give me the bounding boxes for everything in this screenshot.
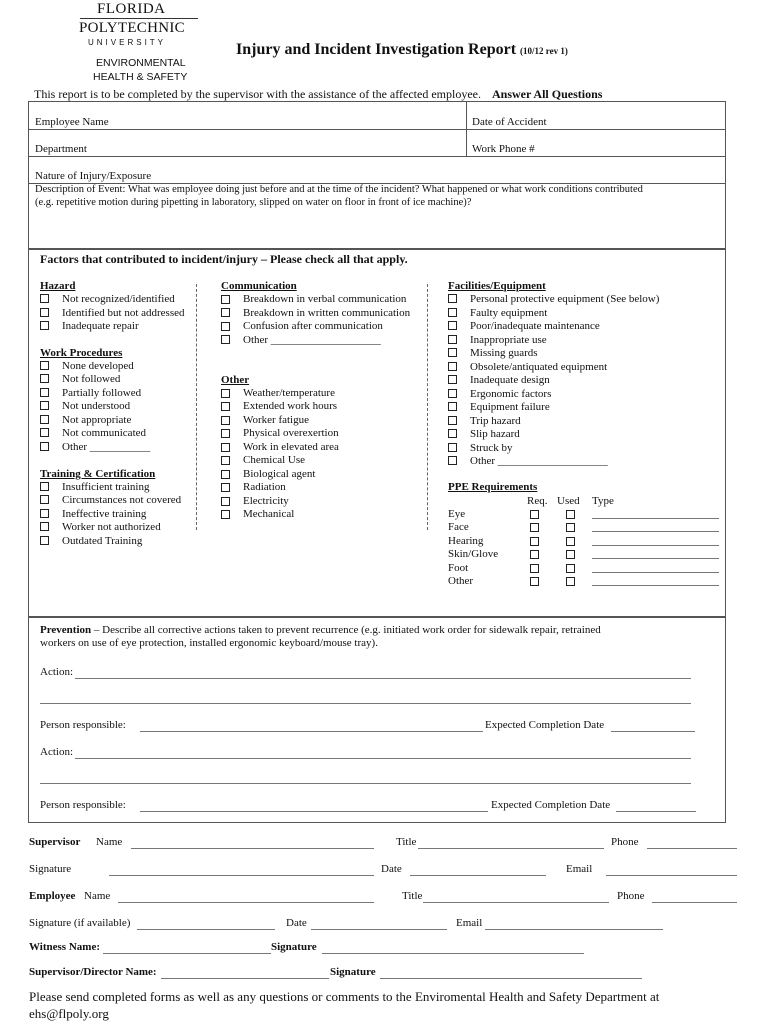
logo-florida: FLORIDA [97, 1, 166, 17]
logo-polytechnic: POLYTECHNIC [79, 20, 185, 36]
checkbox[interactable] [40, 509, 49, 518]
other-item: Work in elevated area [243, 441, 339, 453]
checkbox[interactable] [221, 483, 230, 492]
action-2-line[interactable] [75, 758, 691, 759]
work-procedure-item: Not communicated [62, 427, 147, 439]
department-field[interactable]: Department [35, 143, 87, 155]
work-procedure-item: None developed [62, 360, 134, 372]
facilities-item: Inadequate design [470, 374, 550, 386]
supervisor-name-label: Name [96, 836, 123, 848]
checkbox[interactable] [448, 429, 457, 438]
checkbox[interactable] [40, 361, 49, 370]
witness-signature-label: Signature [271, 941, 317, 953]
supervisor-director-line[interactable] [161, 978, 329, 979]
facilities-item: Obsolete/antiquated equipment [470, 361, 608, 373]
work-procedure-item: Not understood [62, 400, 131, 412]
checkbox[interactable] [448, 321, 457, 330]
ppe-col-used: Used [557, 495, 580, 507]
column-separator [196, 284, 197, 530]
supervisor-title-label: Title [396, 836, 417, 848]
ppe-title: PPE Requirements [448, 481, 538, 493]
checkbox[interactable] [221, 389, 230, 398]
checkbox[interactable] [448, 389, 457, 398]
ppe-col-req: Req. [527, 495, 548, 507]
intro-text: This report is to be completed by the supervisor with the assistance of the affected employee. [34, 87, 481, 101]
expected-date-2-line[interactable] [616, 811, 696, 812]
employee-date-line[interactable] [311, 929, 447, 930]
ppe-row-label: Foot [448, 562, 469, 574]
facilities-item: Faulty equipment [470, 307, 548, 319]
other-item: Mechanical [243, 508, 295, 520]
action-1-label: Action: [40, 666, 73, 678]
ppe-req-checkbox[interactable] [530, 523, 539, 532]
column-separator [427, 284, 428, 530]
ppe-type-line[interactable] [592, 531, 719, 532]
ppe-type-line[interactable] [592, 545, 719, 546]
person-responsible-1-label: Person responsible: [40, 719, 126, 731]
ppe-row-label: Other [448, 575, 474, 587]
checkbox[interactable] [40, 536, 49, 545]
employee-label: Employee [29, 890, 76, 902]
ppe-type-line[interactable] [592, 558, 719, 559]
other-item: Extended work hours [243, 400, 338, 412]
checkbox[interactable] [40, 321, 49, 330]
ppe-type-line[interactable] [592, 585, 719, 586]
employee-name-field[interactable]: Employee Name [35, 116, 109, 128]
logo-rule [80, 18, 198, 19]
training-item: Outdated Training [62, 535, 143, 547]
checkbox[interactable] [448, 416, 457, 425]
supervisor-director-label: Supervisor/Director Name: [29, 966, 157, 978]
work-procedure-item: Not followed [62, 373, 121, 385]
ppe-row-label: Skin/Glove [448, 548, 499, 560]
supervisor-email-label: Email [566, 863, 593, 875]
checkbox[interactable] [40, 522, 49, 531]
checkbox[interactable] [221, 295, 230, 304]
facilities-item: Personal protective equipment (See below) [470, 293, 660, 305]
prevention-desc-2: workers on use of eye protection, installed ergonomic keyboard/mouse tray). [40, 637, 378, 649]
page-title [236, 41, 568, 59]
checkbox[interactable] [40, 308, 49, 317]
divider [28, 129, 726, 130]
hazard-item: Not recognized/identified [62, 293, 175, 305]
date-of-accident-field[interactable]: Date of Accident [472, 116, 547, 128]
supervisor-title-line[interactable] [418, 848, 604, 849]
ppe-req-checkbox[interactable] [530, 564, 539, 573]
employee-phone-label: Phone [617, 890, 645, 902]
ppe-type-line[interactable] [592, 572, 719, 573]
prevention-label: Prevention [40, 624, 92, 636]
intro-line [34, 87, 602, 102]
prevention-text [40, 624, 601, 636]
witness-name-line[interactable] [103, 953, 271, 954]
checkbox[interactable] [448, 402, 457, 411]
employee-signature-label: Signature (if available) [29, 917, 131, 929]
checkbox[interactable] [40, 388, 49, 397]
checkbox[interactable] [221, 429, 230, 438]
facilities-item: Equipment failure [470, 401, 550, 413]
checkbox[interactable] [221, 456, 230, 465]
hazard-title: Hazard [40, 280, 76, 292]
ppe-type-line[interactable] [592, 518, 719, 519]
action-2-label: Action: [40, 746, 73, 758]
employee-name-label: Name [84, 890, 111, 902]
other-item: Electricity [243, 495, 289, 507]
checkbox[interactable] [448, 362, 457, 371]
action-1-line[interactable] [75, 678, 691, 679]
expected-date-1-label: Expected Completion Date [485, 719, 605, 731]
checkbox[interactable] [448, 294, 457, 303]
work-procedures-title: Work Procedures [40, 347, 123, 359]
checkbox[interactable] [448, 443, 457, 452]
other-item: Weather/temperature [243, 387, 335, 399]
ppe-row-label: Eye [448, 508, 466, 520]
facilities-item: Inappropriate use [470, 334, 547, 346]
checkbox[interactable] [221, 308, 230, 317]
checkbox[interactable] [40, 401, 49, 410]
footer-email[interactable]: ehs@flpoly.org [29, 1006, 109, 1021]
expected-date-1-line[interactable] [611, 731, 695, 732]
ppe-req-checkbox[interactable] [530, 510, 539, 519]
ppe-row-label: Hearing [448, 535, 484, 547]
facilities-item: Ergonomic factors [470, 388, 552, 400]
employee-phone-line[interactable] [652, 902, 737, 903]
communication-item: Breakdown in written communication [243, 307, 411, 319]
other-item: Radiation [243, 481, 286, 493]
checkbox[interactable] [221, 402, 230, 411]
ppe-used-checkbox[interactable] [566, 523, 575, 532]
supervisor-signature-line[interactable] [109, 875, 374, 876]
work-phone-field[interactable]: Work Phone # [472, 143, 535, 155]
supervisor-phone-label: Phone [611, 836, 639, 848]
employee-title-line[interactable] [423, 902, 609, 903]
supervisor-email-line[interactable] [606, 875, 737, 876]
training-title: Training & Certification [40, 468, 156, 480]
witness-signature-line[interactable] [322, 953, 584, 954]
logo-university: UNIVERSITY [88, 38, 167, 47]
ppe-used-checkbox[interactable] [566, 564, 575, 573]
footer-instructions: Please send completed forms as well as any questions or comments to the Enviromental Health and Safety Department at [29, 989, 660, 1004]
ppe-col-type: Type [592, 495, 614, 507]
person-responsible-2-line[interactable] [140, 811, 488, 812]
facilities-item: Poor/inadequate maintenance [470, 320, 600, 332]
employee-date-label: Date [286, 917, 307, 929]
training-item: Worker not authorized [62, 521, 161, 533]
training-item: Ineffective training [62, 508, 147, 520]
supervisor-director-signature-label: Signature [330, 966, 376, 978]
supervisor-date-label: Date [381, 863, 402, 875]
other-item: Biological agent [243, 468, 316, 480]
checkbox[interactable] [221, 510, 230, 519]
ppe-req-checkbox[interactable] [530, 537, 539, 546]
training-item: Insufficient training [62, 481, 150, 493]
facilities-title: Facilities/Equipment [448, 280, 546, 292]
checkbox[interactable] [40, 495, 49, 504]
facilities-item: Other ____________________ [470, 455, 608, 467]
supervisor-director-signature-line[interactable] [380, 978, 642, 979]
ppe-used-checkbox[interactable] [566, 510, 575, 519]
description-prompt[interactable]: Description of Event: What was employee doing just before and at the time of the incident? What happened or what work conditions contributed [35, 184, 643, 195]
checkbox[interactable] [448, 308, 457, 317]
facilities-item: Trip hazard [470, 415, 521, 427]
nature-of-injury-field[interactable]: Nature of Injury/Exposure [35, 170, 152, 182]
other-item: Worker fatigue [243, 414, 309, 426]
ppe-req-checkbox[interactable] [530, 550, 539, 559]
action-2-line-2[interactable] [40, 783, 691, 784]
work-procedure-item: Partially followed [62, 387, 142, 399]
ppe-row-label: Face [448, 521, 469, 533]
checkbox[interactable] [448, 348, 457, 357]
employee-title-label: Title [402, 890, 423, 902]
facilities-item: Slip hazard [470, 428, 520, 440]
description-prompt-2: (e.g. repetitive motion during pipetting in laboratory, slipped on water on floor in front of ice machine)? [35, 197, 472, 208]
checkbox[interactable] [448, 335, 457, 344]
checkbox[interactable] [40, 294, 49, 303]
employee-email-line[interactable] [485, 929, 663, 930]
employee-email-label: Email [456, 917, 483, 929]
divider [466, 101, 467, 156]
work-procedure-item: Other ___________ [62, 441, 151, 453]
employee-name-line[interactable] [118, 902, 374, 903]
checkbox[interactable] [221, 470, 230, 479]
other-title: Other [221, 374, 250, 386]
supervisor-name-line[interactable] [131, 848, 374, 849]
training-item: Circumstances not covered [62, 494, 182, 506]
checkbox[interactable] [40, 482, 49, 491]
supervisor-signature-label: Signature [29, 863, 72, 875]
checkbox[interactable] [40, 442, 49, 451]
hazard-item: Identified but not addressed [62, 307, 185, 319]
checkbox[interactable] [221, 335, 230, 344]
hazard-item: Inadequate repair [62, 320, 139, 332]
checkbox[interactable] [40, 415, 49, 424]
title-text: Injury and Incident Investigation Report [236, 41, 517, 58]
other-item: Chemical Use [243, 454, 306, 466]
supervisor-date-line[interactable] [410, 875, 546, 876]
facilities-item: Missing guards [470, 347, 538, 359]
person-responsible-1-line[interactable] [140, 731, 483, 732]
communication-item: Confusion after communication [243, 320, 383, 332]
ppe-used-checkbox[interactable] [566, 577, 575, 586]
factors-heading: Factors that contributed to incident/injury – Please check all that apply. [40, 252, 408, 266]
work-procedure-item: Not appropriate [62, 414, 132, 426]
checkbox[interactable] [448, 456, 457, 465]
communication-item: Breakdown in verbal communication [243, 293, 407, 305]
checkbox[interactable] [448, 375, 457, 384]
expected-date-2-label: Expected Completion Date [491, 799, 611, 811]
checkbox[interactable] [221, 322, 230, 331]
facilities-item: Struck by [470, 442, 513, 454]
communication-title: Communication [221, 280, 297, 292]
person-responsible-2-label: Person responsible: [40, 799, 126, 811]
revision-label: (10/12 rev 1) [520, 46, 568, 56]
ppe-req-checkbox[interactable] [530, 577, 539, 586]
supervisor-phone-line[interactable] [647, 848, 737, 849]
ppe-used-checkbox[interactable] [566, 550, 575, 559]
checkbox[interactable] [221, 443, 230, 452]
communication-item: Other ____________________ [243, 334, 381, 346]
ppe-used-checkbox[interactable] [566, 537, 575, 546]
prevention-desc: – Describe all corrective actions taken to prevent recurrence (e.g. initiated work order for sidewalk repair, retrained [91, 624, 601, 636]
divider [28, 156, 726, 157]
checkbox[interactable] [221, 416, 230, 425]
logo-health-safety: HEALTH & SAFETY [93, 71, 188, 83]
employee-signature-line[interactable] [137, 929, 275, 930]
logo-environmental: ENVIRONMENTAL [96, 57, 186, 69]
checkbox[interactable] [221, 497, 230, 506]
action-1-line-2[interactable] [40, 703, 691, 704]
supervisor-label: Supervisor [29, 836, 81, 848]
checkbox[interactable] [40, 428, 49, 437]
other-item: Physical overexertion [243, 427, 339, 439]
witness-name-label: Witness Name: [29, 941, 100, 953]
intro-bold: Answer All Questions [491, 87, 603, 101]
checkbox[interactable] [40, 374, 49, 383]
